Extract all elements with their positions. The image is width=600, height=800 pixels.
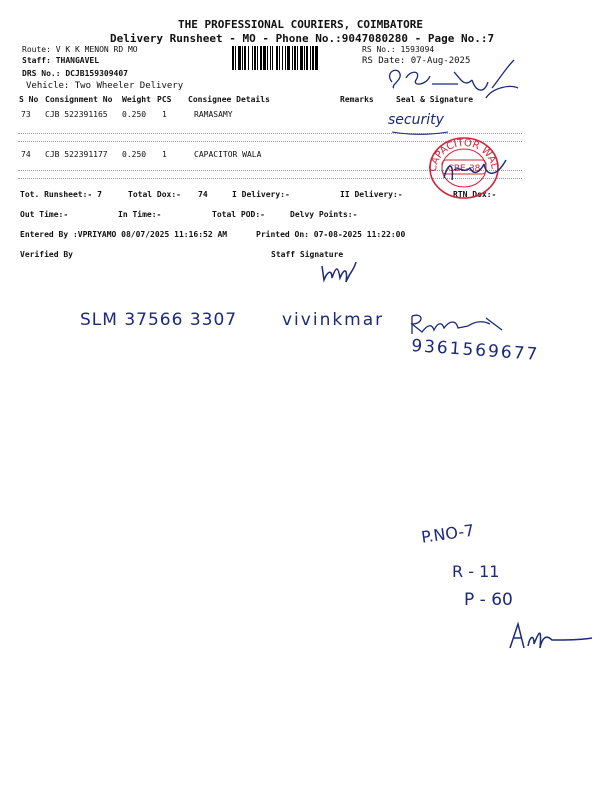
- barcode-bar: [292, 46, 293, 70]
- barcode-bar: [294, 46, 296, 70]
- handwritten-page-note: P.NO-7: [420, 520, 476, 547]
- drs-number: DRS No.: DCJB159309407: [22, 69, 128, 78]
- stamp-center-text: CBE-38: [447, 164, 481, 174]
- barcode-bar: [287, 46, 290, 70]
- vehicle: Vehicle: Two Wheeler Delivery: [26, 81, 184, 91]
- col-remarks: Remarks: [340, 95, 374, 104]
- barcode: [232, 46, 354, 70]
- handwritten-r-note: R - 11: [452, 562, 500, 581]
- row1-weight: 0.250: [122, 110, 147, 119]
- barcode-bar: [279, 46, 280, 70]
- barcode-bar: [232, 46, 234, 70]
- col-seal-signature: Seal & Signature: [396, 95, 474, 104]
- barcode-bar: [270, 46, 271, 70]
- barcode-bar: [252, 46, 253, 70]
- row2-consignment: CJB 522391177: [45, 150, 108, 159]
- row2-pcs: 1: [162, 150, 167, 159]
- barcode-bar: [238, 46, 241, 70]
- barcode-bar: [285, 46, 286, 70]
- barcode-bar: [257, 46, 258, 70]
- barcode-bar: [263, 46, 266, 70]
- col-weight: Weight: [122, 95, 151, 104]
- company-title: THE PROFESSIONAL COURIERS, COIMBATORE: [178, 18, 424, 31]
- handwritten-p-note: P - 60: [464, 590, 513, 610]
- staff-signature-scribble: [318, 258, 360, 284]
- row2-consignee: CAPACITOR WALA: [194, 150, 262, 159]
- barcode-bar: [300, 46, 303, 70]
- rs-number: RS No.: 1593094: [362, 45, 435, 54]
- barcode-bar: [304, 46, 305, 70]
- top-signature-scribble: [380, 58, 520, 110]
- barcode-bar: [267, 46, 268, 70]
- barcode-bar: [306, 46, 308, 70]
- barcode-bar: [282, 46, 283, 70]
- ii-delivery: II Delivery:-: [340, 190, 403, 199]
- runsheet-subtitle: Delivery Runsheet - MO - Phone No.:9047080280 - Page No.:7: [110, 32, 495, 45]
- barcode-bar: [244, 46, 246, 70]
- printed-on: Printed On: 07-08-2025 11:22:00: [256, 230, 406, 239]
- row2-sno: 74: [21, 150, 31, 159]
- barcode-bar: [310, 46, 311, 70]
- barcode-bar: [272, 46, 273, 70]
- rtn-dox: RTN Dox:-: [453, 190, 497, 199]
- entered-by: Entered By :VPRIYAMO 08/07/2025 11:16:52 AM: [20, 230, 228, 239]
- barcode-bar: [242, 46, 243, 70]
- out-time: Out Time:-: [20, 210, 69, 219]
- col-consignment: Consignment No: [45, 95, 113, 104]
- row1-consignee: RAMASAMY: [194, 110, 233, 119]
- col-sno: S No: [19, 95, 39, 104]
- rs-date: RS Date: 07-Aug-2025: [362, 56, 471, 66]
- staff: Staff: THANGAVEL: [22, 56, 100, 65]
- row1-sno: 73: [21, 110, 31, 119]
- in-time: In Time:-: [118, 210, 162, 219]
- barcode-bar: [315, 46, 318, 70]
- bottom-signature-scribble: [506, 618, 596, 654]
- i-delivery: I Delivery:-: [232, 190, 290, 199]
- handwritten-security: security: [388, 112, 444, 128]
- barcode-graphic: [232, 46, 354, 70]
- total-pod: Total POD:-: [212, 210, 265, 219]
- stamp-arc-text: CAPACITOR WALA: [420, 126, 500, 173]
- total-dox-value: 74: [198, 190, 208, 199]
- barcode-bar: [235, 46, 236, 70]
- col-consignee: Consignee Details: [188, 95, 270, 104]
- barcode-bar: [254, 46, 256, 70]
- staff-signature-label: Staff Signature: [271, 250, 344, 259]
- barcode-bar: [248, 46, 249, 70]
- barcode-bar: [297, 46, 298, 70]
- handwritten-signature-scribble: [408, 308, 504, 336]
- barcode-bar: [276, 46, 278, 70]
- stamp-signature-scribble: [440, 152, 510, 188]
- handwritten-vehicle-number: SLM 37566 3307: [80, 310, 238, 330]
- row1-consignment: CJB 522391165: [45, 110, 108, 119]
- verified-by: Verified By: [20, 250, 73, 259]
- row2-weight: 0.250: [122, 150, 147, 159]
- barcode-bar: [312, 46, 314, 70]
- tot-runsheet: Tot. Runsheet:- 7: [20, 190, 102, 199]
- route: Route: V K K MENON RD MO: [22, 45, 138, 54]
- handwritten-phone: 9361569677: [410, 336, 540, 365]
- total-dox-label: Total Dox:-: [128, 190, 181, 199]
- col-pcs: PCS: [157, 95, 172, 104]
- delvy-points: Delvy Points:-: [290, 210, 358, 219]
- row1-pcs: 1: [162, 110, 167, 119]
- handwritten-name: vivinkmar: [282, 310, 385, 330]
- barcode-bar: [260, 46, 262, 70]
